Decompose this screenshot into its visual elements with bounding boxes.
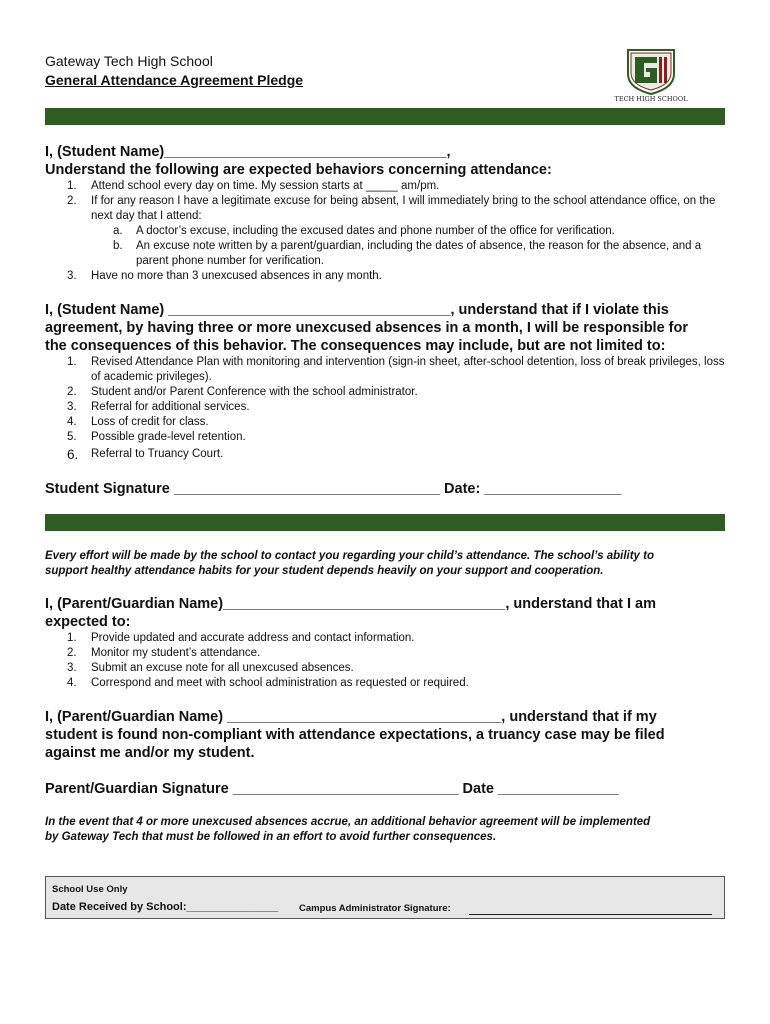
item-number: 3. [67,270,77,282]
item-number: 1. [67,632,77,644]
violation-statement-line1: I, (Student Name) ___________________________________, understand that if I violate this [45,302,669,318]
list-subitem [45,239,736,269]
item-text: Correspond and meet with school administration as requested or required. [91,677,469,689]
truancy-statement-line2: student is found non-compliant with attendance expectations, a truancy case may be filed [45,727,665,743]
list-subitem [45,224,736,239]
item-text: Student and/or Parent Conference with the school administrator. [91,386,418,398]
item-number: 4. [67,416,77,428]
school-use-box [45,876,725,919]
item-text: If for any reason I have a legitimate excuse for being absent, I will immediately bring to the school attendance office, on the next day that I attend: [91,195,716,222]
item-text: Attend school every day on time. My session starts at _____ am/pm. [91,180,440,192]
section-divider-bar [45,108,725,125]
list-item [45,269,736,284]
item-text: A doctor’s excuse, including the excused dates and phone number of the office for verification. [136,225,615,237]
list-item [45,179,736,194]
list-item [45,355,731,385]
document-title: General Attendance Agreement Pledge [45,72,304,88]
expected-behaviors-heading: Understand the following are expected behaviors concerning attendance: [45,162,552,178]
item-text: Provide updated and accurate address and contact information. [91,632,415,644]
expected-behaviors-list [45,179,736,284]
school-logo [608,48,694,102]
item-text: Referral to Truancy Court. [91,448,224,460]
item-text: Revised Attendance Plan with monitoring and intervention (sign-in sheet, after-school detention, loss of break privileges, loss of academic privileges). [91,356,725,383]
student-signature-line[interactable]: Student Signature _________________________________ Date: _________________ [45,481,622,497]
list-item [45,385,731,400]
section-divider-bar [45,514,725,531]
consequences-list [45,355,731,462]
violation-statement-line2: agreement, by having three or more unexcused absences in a month, I will be responsible for [45,320,689,336]
school-effort-notice-line2: support healthy attendance habits for your student depends heavily on your support and cooperation. [45,565,604,577]
truancy-statement-line3: against me and/or my student. [45,745,255,761]
school-use-label: School Use Only [52,884,128,895]
parent-signature-line[interactable]: Parent/Guardian Signature ____________________________ Date _______________ [45,781,619,797]
item-text: Loss of credit for class. [91,416,209,428]
parent-expectations-list [45,631,731,691]
student-name-line: I, (Student Name)___________________________________, [45,144,451,160]
list-item [45,400,731,415]
list-item [45,676,731,691]
additional-agreement-notice-line1: In the event that 4 or more unexcused absences accrue, an additional behavior agreement will be implemented [45,816,651,828]
violation-statement-line3: the consequences of this behavior. The consequences may include, but are not limited to: [45,338,666,354]
list-item [45,430,731,445]
admin-signature-label: Campus Administrator Signature: [299,903,451,914]
item-number: 3. [67,401,77,413]
item-text: Possible grade-level retention. [91,431,246,443]
item-number: 2. [67,195,77,207]
item-number: 6. [67,447,79,462]
item-number: 2. [67,386,77,398]
list-item [45,415,731,430]
item-number: 3. [67,662,77,674]
item-letter: b. [113,240,123,252]
additional-agreement-notice-line2: by Gateway Tech that must be followed in an effort to avoid further consequences. [45,831,497,843]
list-item [45,194,736,224]
item-text: An excuse note written by a parent/guardian, including the dates of absence, the reason for the absence, and a parent phone number for verification. [136,240,702,267]
item-number: 1. [67,356,77,368]
date-received-field[interactable]: Date Received by School:_______________ [52,901,279,913]
admin-signature-field[interactable] [469,914,712,915]
school-name: Gateway Tech High School [45,53,213,69]
school-effort-notice-line1: Every effort will be made by the school to contact you regarding your child’s attendance. The school’s ability to [45,550,654,562]
item-number: 1. [67,180,77,192]
item-text: Referral for additional services. [91,401,250,413]
parent-expectations-heading: expected to: [45,614,131,630]
list-item [45,631,731,646]
truancy-statement-line1: I, (Parent/Guardian Name) __________________________________, understand that if my [45,709,657,725]
item-letter: a. [113,225,123,237]
list-item [45,447,731,462]
item-number: 2. [67,647,77,659]
item-number: 4. [67,677,77,689]
logo-caption: TECH HIGH SCHOOL [614,95,688,102]
parent-name-line: I, (Parent/Guardian Name)___________________________________, understand that I am [45,596,656,612]
list-item [45,661,731,676]
item-text: Have no more than 3 unexcused absences in any month. [91,270,382,282]
item-text: Monitor my student’s attendance. [91,647,261,659]
item-text: Submit an excuse note for all unexcused absences. [91,662,354,674]
list-item [45,646,731,661]
item-number: 5. [67,431,77,443]
